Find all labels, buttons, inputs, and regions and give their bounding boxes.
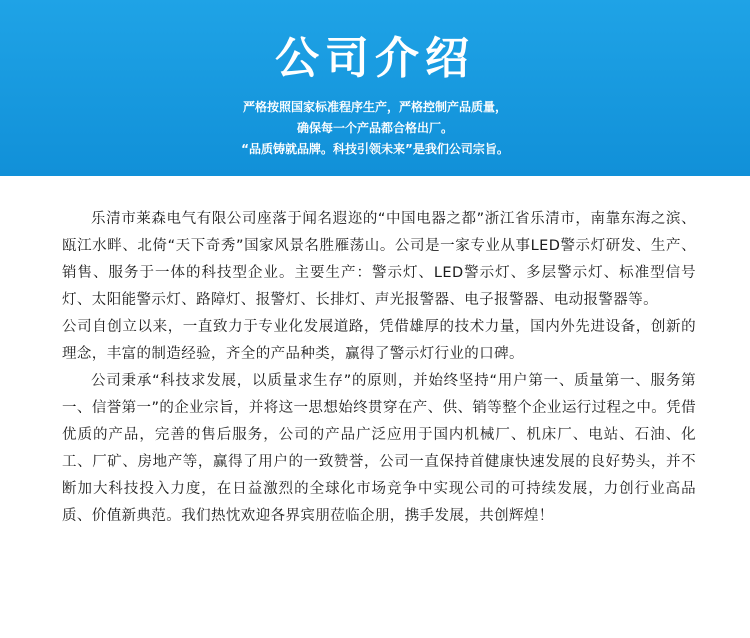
banner-slogan-line-3: “品质铸就品牌。科技引领未来”是我们公司宗旨。 [241,142,509,156]
paragraph-overview: 乐清市莱森电气有限公司座落于闻名遐迩的“中国电器之都”浙江省乐清市，南靠东海之滨、瓯江水畔、北倚“天下奇秀”国家风景名胜雁荡山。公司是一家专业从事LED警示灯研发、生产、销售、服务于一体的科技型企业。主要生产：警示灯、LED警示灯、多层警示灯、标准型信号灯、太阳能警示灯、路障灯、报警灯、长排灯、声光报警器、电子报警器、电动报警器等。 [62,211,696,308]
paragraph-principles: 公司秉承“科技求发展，以质量求生存”的原则，并始终坚持“用户第一、质量第一、服务第一、信誉第一”的企业宗旨，并将这一思想始终贯穿在产、供、销等整个企业运行过程之中。凭借优质的产品，完善的售后服务，公司的产品广泛应用于国内机械厂、机床厂、电站、石油、化工、厂矿、房地产等，赢得了用户的一致赞誉，公司一直保持首健康快速发展的良好势头，并不断加大科技投入力度，在日益激烈的全球化市场竞争中实现公司的可持续发展，力创行业高品质、价值新典范。我们热忱欢迎各界宾朋莅临企朋，携手发展，共创辉煌！ [62,373,696,524]
page-title: 公司介绍 [275,33,475,84]
banner-slogan-line-1: 严格按照国家标准程序生产，严格控制产品质量， [242,100,507,114]
banner-slogan-line-2: 确保每一个产品都合格出厂。 [296,121,453,135]
paragraph-history: 公司自创立以来，一直致力于专业化发展道路，凭借雄厚的技术力量，国内外先进设备，创新的理念，丰富的制造经验，齐全的产品种类，赢得了警示灯行业的口碑。 [62,319,696,362]
company-description [62,206,696,530]
header-banner [0,0,750,176]
